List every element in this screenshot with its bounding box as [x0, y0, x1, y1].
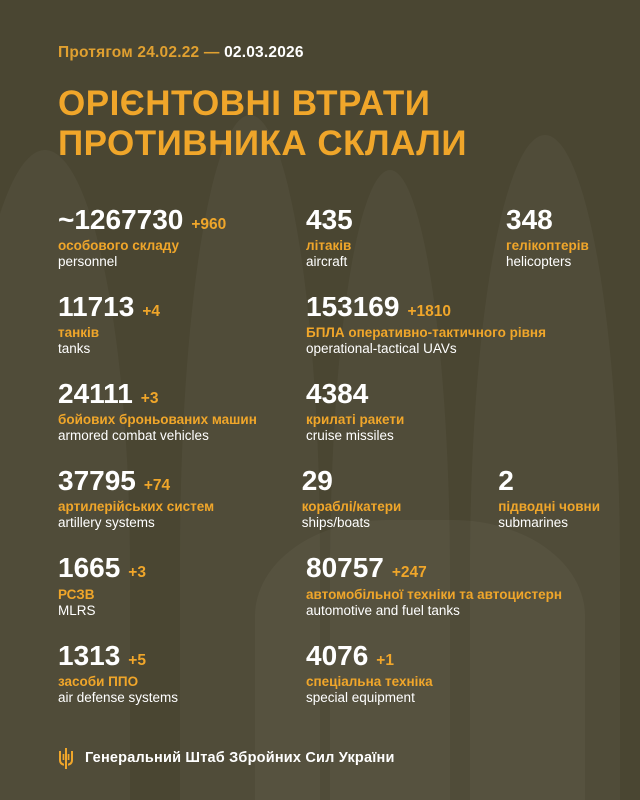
loss-delta: +3	[140, 389, 159, 407]
loss-label-ua: крилаті ракети	[306, 412, 405, 428]
loss-value: 4384	[306, 377, 369, 409]
loss-label-ua: засоби ППО	[58, 673, 139, 689]
loss-delta: +247	[391, 564, 427, 582]
losses-row	[58, 205, 600, 292]
footer-text: Генеральний Штаб Збройних Сил України	[85, 750, 395, 767]
loss-value: 4076	[306, 639, 369, 671]
loss-label-en: cruise missiles	[306, 428, 394, 444]
losses-row	[58, 641, 600, 728]
loss-item-special-equipment	[306, 641, 433, 728]
loss-item-mlrs	[58, 553, 306, 640]
loss-label-ua: танків	[58, 324, 100, 340]
loss-item-air-defense-systems	[58, 641, 306, 728]
loss-delta: +4	[142, 302, 161, 320]
loss-label-ua: БПЛА оперативно-тактичного рівня	[306, 324, 546, 340]
loss-label-en: MLRS	[58, 602, 96, 618]
loss-label-en: automotive and fuel tanks	[306, 602, 460, 618]
losses-row	[58, 466, 600, 553]
loss-label-ua: автомобільної техніки та автоцистерн	[306, 586, 563, 602]
loss-value: 435	[306, 203, 353, 235]
loss-value: 80757	[306, 552, 384, 584]
reporting-period	[0, 44, 640, 62]
loss-label-ua: підводні човни	[498, 499, 600, 515]
loss-item-automotive-fuel-tanks	[306, 553, 562, 640]
loss-label-en: helicopters	[506, 253, 572, 269]
loss-item-armored-combat-vehicles	[58, 379, 306, 466]
loss-label-en: ships/boats	[301, 515, 371, 531]
loss-value: 348	[506, 203, 553, 235]
loss-label-en: armored combat vehicles	[58, 428, 209, 444]
loss-label-ua: спеціальна техніка	[306, 673, 433, 689]
loss-label-en: special equipment	[306, 689, 415, 705]
page-title	[58, 84, 640, 165]
loss-item-aircraft	[306, 205, 506, 292]
loss-delta: +74	[143, 477, 171, 495]
loss-item-artillery-systems	[58, 466, 302, 553]
loss-label-en: tanks	[58, 340, 91, 356]
loss-item-cruise-missiles	[306, 379, 404, 466]
loss-label-ua: РСЗВ	[58, 586, 95, 602]
loss-value: 153169	[306, 290, 400, 322]
trident-icon	[58, 748, 74, 769]
title-line-1: ОРІЄНТОВНІ ВТРАТИ	[58, 84, 431, 123]
loss-delta: +1	[376, 651, 394, 669]
loss-value: 2	[498, 465, 514, 497]
loss-delta: +3	[128, 564, 146, 582]
loss-label-en: operational-tactical UAVs	[306, 340, 457, 356]
loss-item-ships-boats	[302, 466, 499, 553]
loss-label-en: aircraft	[306, 253, 348, 269]
loss-delta: +5	[128, 651, 146, 669]
loss-label-ua: кораблі/катери	[301, 499, 402, 515]
loss-label-en: personnel	[58, 253, 118, 269]
loss-label-en: air defense systems	[58, 689, 179, 705]
loss-label-ua: гелікоптерів	[506, 237, 589, 253]
loss-label-ua: особового складу	[58, 237, 179, 253]
loss-value: 11713	[58, 290, 135, 322]
loss-value: 1665	[58, 552, 121, 584]
loss-value: 24111	[58, 377, 133, 409]
losses-row	[58, 553, 600, 640]
loss-label-ua: літаків	[306, 237, 352, 253]
title-line-2: ПРОТИВНИКА СКЛАЛИ	[58, 124, 467, 164]
footer	[58, 748, 640, 769]
loss-value: 29	[301, 465, 333, 497]
loss-item-uavs	[306, 292, 546, 379]
losses-row	[58, 379, 600, 466]
loss-value: 37795	[58, 465, 136, 497]
period-date: 02.03.2026	[224, 44, 304, 61]
loss-item-submarines	[498, 466, 600, 553]
loss-item-helicopters	[506, 205, 589, 292]
loss-label-en: submarines	[498, 515, 569, 531]
losses-grid	[0, 205, 640, 728]
losses-row	[58, 292, 600, 379]
loss-item-personnel	[58, 205, 306, 292]
loss-delta: +960	[191, 215, 227, 233]
loss-item-tanks	[58, 292, 306, 379]
loss-label-en: artillery systems	[58, 515, 155, 531]
loss-value: 1313	[58, 639, 121, 671]
period-prefix: Протягом 24.02.22 —	[58, 44, 220, 61]
loss-value: ~1267730	[58, 203, 184, 235]
loss-delta: +1810	[407, 302, 451, 320]
loss-label-ua: бойових броньованих машин	[58, 412, 257, 428]
loss-label-ua: артилерійських систем	[58, 499, 215, 515]
